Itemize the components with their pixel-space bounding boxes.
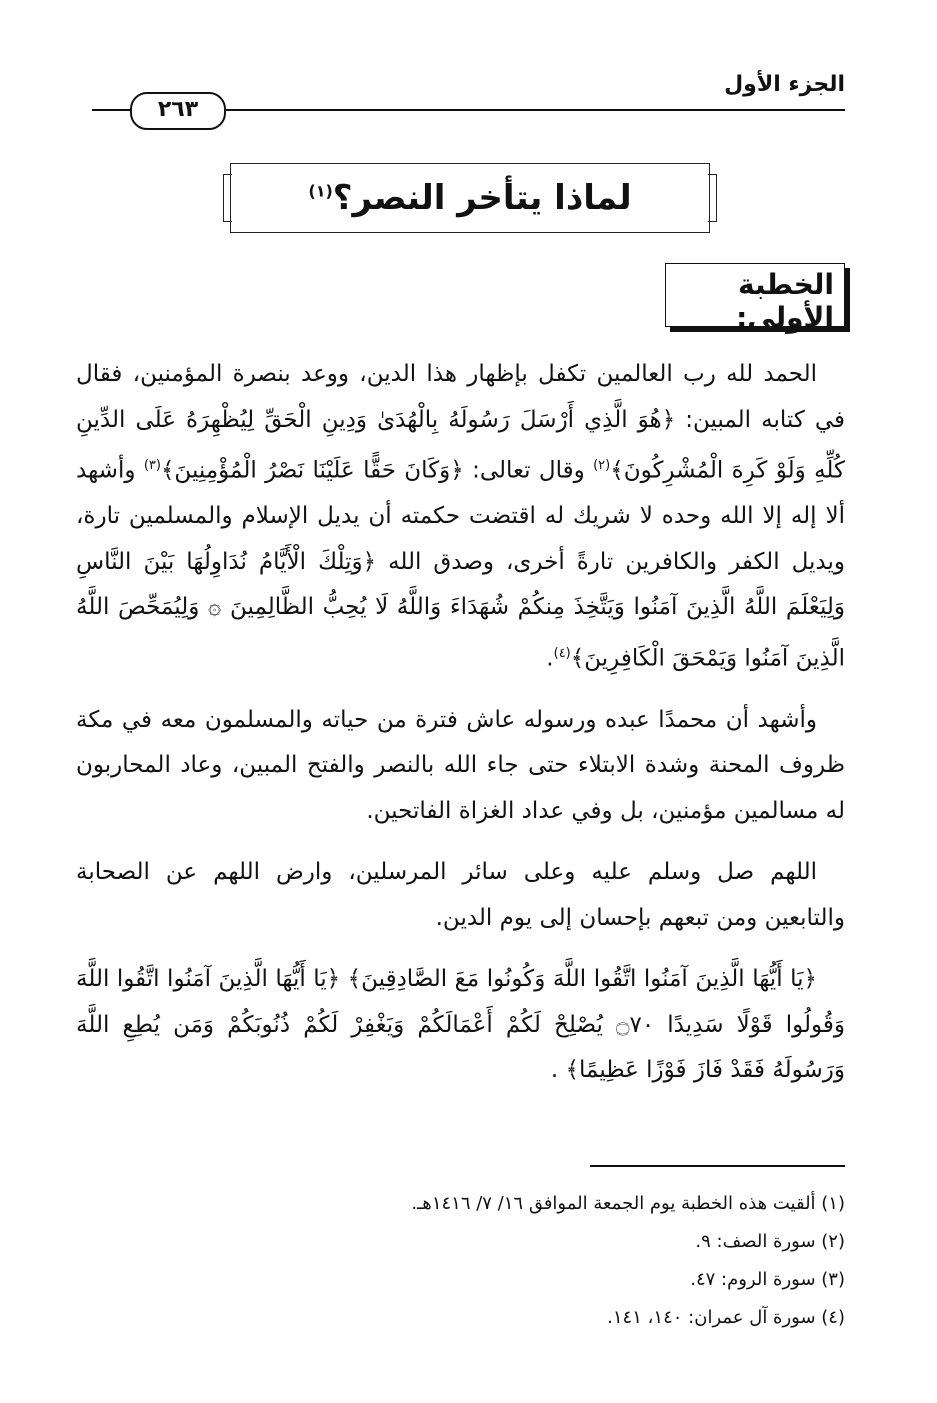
paragraph-2: وأشهد أن محمدًا عبده ورسوله عاش فترة من حياته والمسلمون معه في مكة ظروف المحنة وشدة الابتلاء حتى جاء الله بالنصر والفتح المبين، وعاد المحاربون له مسالمين مؤمنين، بل وفي عداد الغزاة الفاتحين. — [76, 706, 845, 824]
footnote-separator — [590, 1165, 845, 1167]
footnote-ref: (٤) — [553, 645, 571, 661]
footnote-ref: (٢) — [593, 458, 611, 473]
page-title — [231, 178, 709, 218]
paragraph-1 — [76, 352, 845, 682]
footnotes — [92, 1185, 845, 1337]
section-heading-box — [665, 263, 845, 334]
paragraph-4: ﴿يَا أَيُّهَا الَّذِينَ آمَنُوا اتَّقُوا اللَّهَ وَكُونُوا مَعَ الصَّادِقِينَ﴾ ﴿يَا أَيُّهَا الَّذِينَ آمَنُوا اتَّقُوا اللَّهَ وَقُولُوا قَوْلًا سَدِيدًا ۝٧٠ يُصْلِحْ لَكُمْ أَعْمَالَكُمْ وَيَغْفِرْ لَكُمْ ذُنُوبَكُمْ وَمَن يُطِعِ اللَّهَ وَرَسُولَهُ فَقَدْ فَازَ فَوْزًا عَظِيمًا﴾ . — [76, 966, 845, 1084]
footnote-4: (٤) سورة آل عمران: ١٤٠، ١٤١. — [607, 1307, 845, 1328]
paragraph-text: الحمد لله رب العالمين تكفل بإظهار هذا الدين، ووعد بنصرة المؤمنين، فقال في كتابه المبين: ﴿هُوَ الَّذِي أَرْسَلَ رَسُولَهُ بِالْهُدَىٰ وَدِينِ الْحَقِّ لِيُظْهِرَهُ عَلَى الدِّينِ كُلِّهِ وَلَوْ كَرِهَ الْمُشْرِكُونَ﴾ — [76, 361, 845, 484]
footnote-ref: (٣) — [143, 458, 161, 473]
title-footnote-mark: (١) — [308, 181, 333, 201]
paragraph-text: . — [546, 645, 554, 672]
section-heading: الخطبة الأولى: — [736, 268, 834, 334]
paragraph-text: وقال تعالى: ﴿وَكَانَ حَقًّا عَلَيْنَا نَصْرُ الْمُؤْمِنِينَ﴾ — [160, 457, 594, 484]
footnote-2: (٢) سورة الصف: ٩. — [695, 1231, 845, 1252]
title-frame — [230, 163, 710, 233]
footnote-1: (١) ألقيت هذه الخطبة يوم الجمعة الموافق ١٦/ ٧/ ١٤١٦هـ. — [411, 1193, 845, 1214]
paragraph-3: اللهم صل وسلم عليه وعلى سائر المرسلين، وارض اللهم عن الصحابة والتابعين ومن تبعهم بإحسان إلى يوم الدين. — [76, 859, 845, 931]
body-text — [76, 352, 845, 1110]
page-title-text: لماذا يتأخر النصر؟ — [332, 178, 632, 218]
footnote-3: (٣) سورة الروم: ٤٧. — [690, 1269, 845, 1290]
page-number: ٢٦٣ — [130, 92, 226, 130]
paragraph-text: وأشهد ألا إله إلا الله وحده لا شريك له اقتضت حكمته أن يديل الإسلام والمسلمين تارة، ويديل الكفر والكافرين تارةً أخرى، وصدق الله ﴿وَتِلْكَ الْأَيَّامُ نُدَاوِلُهَا بَيْنَ النَّاسِ وَلِيَعْلَمَ اللَّهُ الَّذِينَ آمَنُوا وَيَتَّخِذَ مِنكُمْ شُهَدَاءَ وَاللَّهُ لَا يُحِبُّ الظَّالِمِينَ ۞ وَلِيُمَحِّصَ اللَّهُ الَّذِينَ آمَنُوا وَيَمْحَقَ الْكَافِرِينَ﴾ — [76, 457, 845, 672]
running-head: الجزء الأول — [724, 72, 845, 97]
